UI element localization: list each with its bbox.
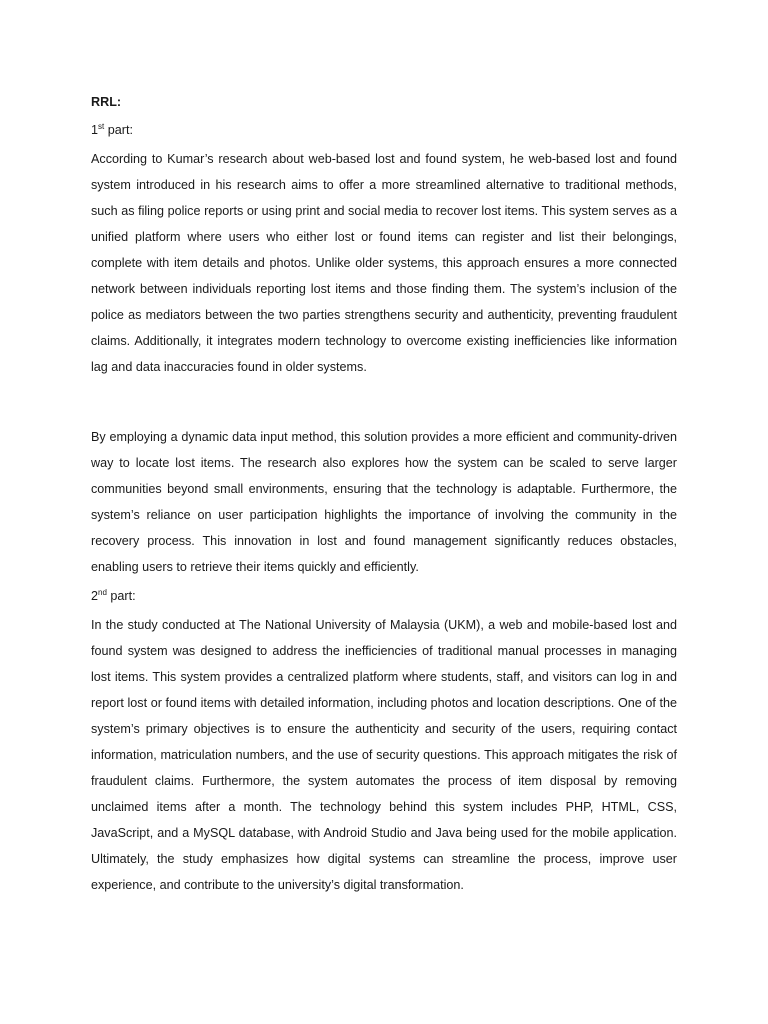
document-body xyxy=(91,92,677,898)
part-1-number: 1 xyxy=(91,123,99,137)
part-1-paragraph-2: By employing a dynamic data input method, this solution provides a more efficient and community-driven way to locate lost items. The research also explores how the system can be scaled to serve larger communities beyond small environments, ensuring that the technology is adaptable. Furthermore, the system’s reliance on user participation highlights the importance of involving the community in the recovery process. This innovation in lost and found management significantly reduces obstacles, enabling users to retrieve their items quickly and efficiently. xyxy=(91,430,677,574)
part-2-label xyxy=(91,586,677,606)
part-1-paragraph-1: According to Kumar’s research about web-based lost and found system, he web-based lost and found system introduced in his research aims to offer a more streamlined alternative to traditional methods, such as filing police reports or using print and social media to recover lost items. This system serves as a unified platform where users who either lost or found items can register and list their belongings, complete with item details and photos. Unlike older systems, this approach ensures a more connected network between individuals reporting lost items and those finding them. The system’s inclusion of the police as mediators between the two parties strengthens security and authenticity, preventing fraudulent claims. Additionally, it integrates modern technology to overcome existing inefficiencies like information lag and data inaccuracies found in older systems. xyxy=(91,152,677,374)
part-2-paragraph-1: In the study conducted at The National University of Malaysia (UKM), a web and mobile-based lost and found system was designed to address the inefficiencies of traditional manual processes in managing lost items. This system provides a centralized platform where students, staff, and visitors can log in and report lost or found items with detailed information, including photos and location descriptions. One of the system’s primary objectives is to ensure the authenticity and security of the users, requiring contact information, matriculation numbers, and the use of security questions. This approach mitigates the risk of fraudulent claims. Furthermore, the system automates the process of item disposal by removing unclaimed items after a month. The technology behind this system includes PHP, HTML, CSS, JavaScript, and a MySQL database, with Android Studio and Java being used for the mobile application. Ultimately, the study emphasizes how digital systems can streamline the process, improve user experience, and contribute to the university’s digital transformation. xyxy=(91,618,677,892)
part-1-ordinal: st xyxy=(98,121,105,131)
section-heading: RRL: xyxy=(91,95,122,109)
part-2-number: 2 xyxy=(91,589,99,603)
part-1-label xyxy=(91,120,677,140)
part-2-label-text: part: xyxy=(106,589,136,603)
part-1-label-text: part: xyxy=(104,123,133,137)
part-2-ordinal: nd xyxy=(98,587,107,597)
